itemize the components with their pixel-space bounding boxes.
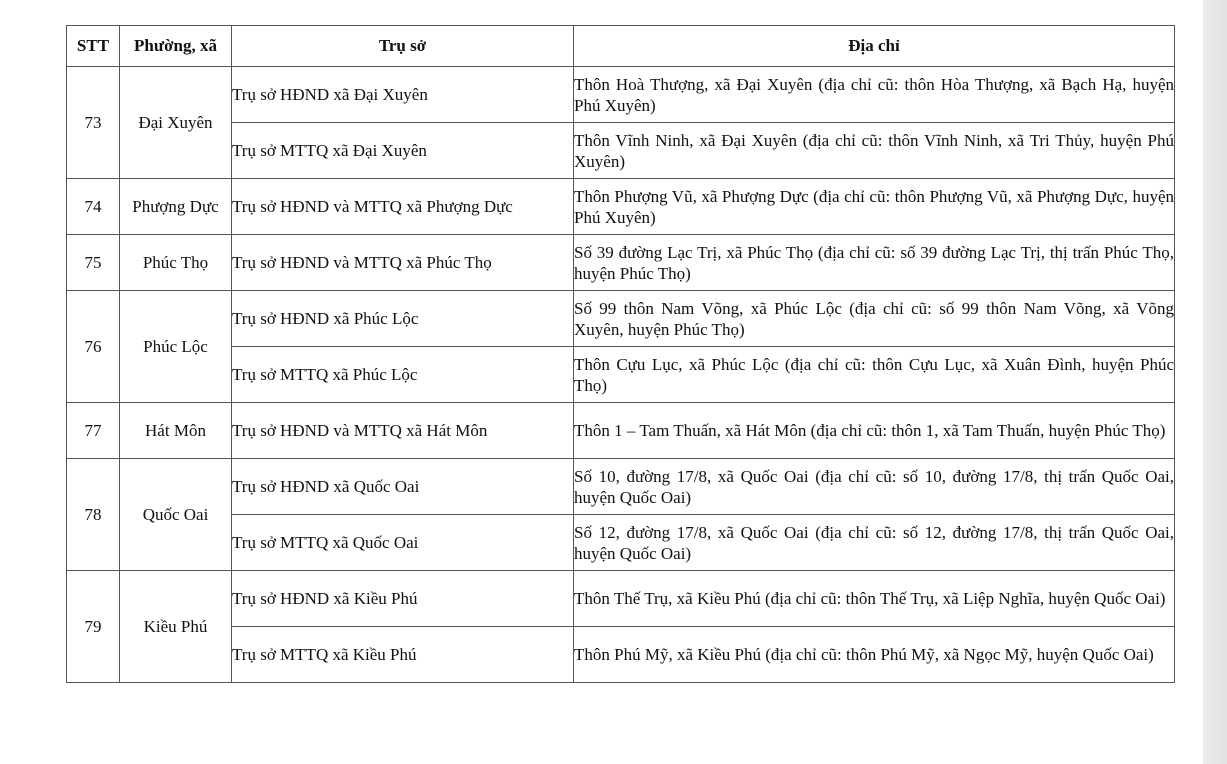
office-cell: Trụ sở HĐND xã Kiều Phú	[232, 571, 574, 627]
office-cell: Trụ sở HĐND xã Phúc Lộc	[232, 291, 574, 347]
stt-cell: 74	[67, 179, 120, 235]
header-row	[67, 26, 1175, 67]
table-row	[67, 347, 1175, 403]
address-cell: Thôn Phượng Vũ, xã Phượng Dực (địa chỉ cũ: thôn Phượng Vũ, xã Phượng Dực, huyện Phú Xuyên)	[574, 179, 1175, 235]
table-row	[67, 627, 1175, 683]
address-cell: Thôn 1 – Tam Thuấn, xã Hát Môn (địa chỉ cũ: thôn 1, xã Tam Thuấn, huyện Phúc Thọ)	[574, 403, 1175, 459]
table-row	[67, 515, 1175, 571]
stt-cell: 76	[67, 291, 120, 403]
table-row	[67, 459, 1175, 515]
address-cell: Thôn Hoà Thượng, xã Đại Xuyên (địa chỉ cũ: thôn Hòa Thượng, xã Bạch Hạ, huyện Phú Xuyên)	[574, 67, 1175, 123]
header-ward: Phường, xã	[120, 26, 232, 67]
ward-cell: Quốc Oai	[120, 459, 232, 571]
header-stt: STT	[67, 26, 120, 67]
address-cell: Thôn Vĩnh Ninh, xã Đại Xuyên (địa chỉ cũ: thôn Vĩnh Ninh, xã Tri Thủy, huyện Phú Xuyên)	[574, 123, 1175, 179]
address-cell: Số 99 thôn Nam Võng, xã Phúc Lộc (địa chỉ cũ: số 99 thôn Nam Võng, xã Võng Xuyên, huyện Phúc Thọ)	[574, 291, 1175, 347]
ward-cell: Phúc Thọ	[120, 235, 232, 291]
office-cell: Trụ sở MTTQ xã Đại Xuyên	[232, 123, 574, 179]
table-row	[67, 571, 1175, 627]
offices-table	[66, 25, 1175, 683]
stt-cell: 75	[67, 235, 120, 291]
table-row	[67, 67, 1175, 123]
ward-cell: Đại Xuyên	[120, 67, 232, 179]
address-cell: Số 12, đường 17/8, xã Quốc Oai (địa chỉ cũ: số 12, đường 17/8, thị trấn Quốc Oai, huyện Quốc Oai)	[574, 515, 1175, 571]
page-edge-shadow	[1203, 0, 1227, 764]
stt-cell: 73	[67, 67, 120, 179]
office-cell: Trụ sở HĐND xã Đại Xuyên	[232, 67, 574, 123]
stt-cell: 79	[67, 571, 120, 683]
table-row	[67, 291, 1175, 347]
office-cell: Trụ sở HĐND và MTTQ xã Phúc Thọ	[232, 235, 574, 291]
table-row	[67, 403, 1175, 459]
office-cell: Trụ sở HĐND và MTTQ xã Phượng Dực	[232, 179, 574, 235]
office-cell: Trụ sở HĐND và MTTQ xã Hát Môn	[232, 403, 574, 459]
ward-cell: Phúc Lộc	[120, 291, 232, 403]
address-cell: Số 10, đường 17/8, xã Quốc Oai (địa chỉ cũ: số 10, đường 17/8, thị trấn Quốc Oai, huyện Quốc Oai)	[574, 459, 1175, 515]
office-cell: Trụ sở HĐND xã Quốc Oai	[232, 459, 574, 515]
address-cell: Số 39 đường Lạc Trị, xã Phúc Thọ (địa chỉ cũ: số 39 đường Lạc Trị, thị trấn Phúc Thọ, huyện Phúc Thọ)	[574, 235, 1175, 291]
address-cell: Thôn Thế Trụ, xã Kiều Phú (địa chỉ cũ: thôn Thế Trụ, xã Liệp Nghĩa, huyện Quốc Oai)	[574, 571, 1175, 627]
ward-cell: Kiều Phú	[120, 571, 232, 683]
table-row	[67, 123, 1175, 179]
header-address: Địa chỉ	[574, 26, 1175, 67]
stt-cell: 77	[67, 403, 120, 459]
table-row	[67, 235, 1175, 291]
office-cell: Trụ sở MTTQ xã Quốc Oai	[232, 515, 574, 571]
office-cell: Trụ sở MTTQ xã Phúc Lộc	[232, 347, 574, 403]
address-cell: Thôn Cựu Lục, xã Phúc Lộc (địa chỉ cũ: thôn Cựu Lục, xã Xuân Đình, huyện Phúc Thọ)	[574, 347, 1175, 403]
office-cell: Trụ sở MTTQ xã Kiều Phú	[232, 627, 574, 683]
address-cell: Thôn Phú Mỹ, xã Kiều Phú (địa chỉ cũ: thôn Phú Mỹ, xã Ngọc Mỹ, huyện Quốc Oai)	[574, 627, 1175, 683]
header-office: Trụ sở	[232, 26, 574, 67]
table-row	[67, 179, 1175, 235]
stt-cell: 78	[67, 459, 120, 571]
ward-cell: Phượng Dực	[120, 179, 232, 235]
ward-cell: Hát Môn	[120, 403, 232, 459]
